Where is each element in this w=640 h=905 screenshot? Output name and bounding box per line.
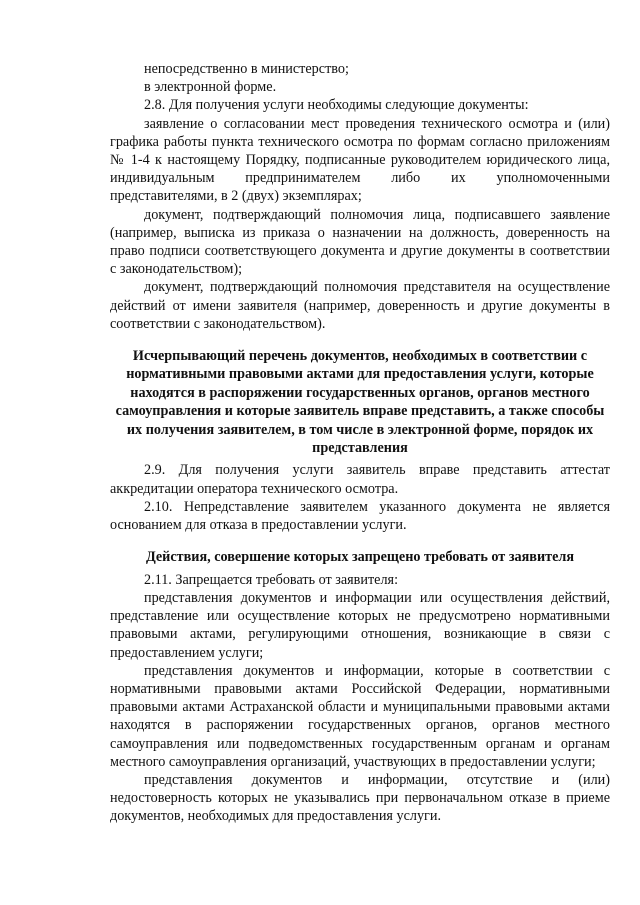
clause-2-11: 2.11. Запрещается требовать от заявителя: [144,571,399,588]
list-item: непосредственно в министерство; [144,61,349,77]
section-heading: Исчерпывающий перечень документов, необходимых в соответствии с нормативными правовыми актами для предоставления услуги, которые находятся в распоряжении государственных органов, органов местного самоуправления и которые заявитель вправе представить, а также способы их получения заявителем, в том числе в электронной форме, порядок их представления [115,348,605,457]
list-item: представления документов и информации или осуществления действий, представление или осуществление которых не предусмотрено нормативными правовыми актами, регулирующими отношения, возникающие в связи с предоставлением услуги; [110,589,610,661]
clause-2-8: 2.8. Для получения услуги необходимы следующие документы: [144,97,529,114]
list-item: документ, подтверждающий полномочия лица, подписавшего заявление (например, выписка из приказа о назначении на должность, доверенность на право подписи соответствующего документа и другие документы в соответствии с законодательством); [110,206,610,278]
document-body [110,60,610,826]
list-item: в электронной форме. [144,79,277,96]
clause-2-10: 2.10. Непредставление заявителем указанного документа не является основанием для отказа в предоставлении услуги. [110,498,610,534]
list-item: представления документов и информации, которые в соответствии с нормативными правовыми актами Российской Федерации, нормативными правовыми актами Астраханской области и муниципальными правовыми актами находятся в распоряжении государственных органов, органов местного самоуправления или подведомственных государственным органам и органам местного самоуправления организаций, участвующих в предоставлении услуги; [110,662,610,770]
section-heading: Действия, совершение которых запрещено требовать от заявителя [145,549,575,566]
clause-2-9: 2.9. Для получения услуги заявитель вправе представить аттестат аккредитации оператора технического осмотра. [110,462,610,497]
list-item: представления документов и информации, отсутствие и (или) недостоверность которых не указывались при первоначальном отказе в приеме документов, необходимых для предоставления услуги. [110,771,610,825]
list-item: заявление о согласовании мест проведения технического осмотра и (или) графика работы пункта технического осмотра по формам согласно приложениям № 1-4 к настоящему Порядку, подписанные руководителем юридического лица, индивидуальным предпринимателем либо их уполномоченными представителями, в 2 (двух) экземплярах; [110,115,610,205]
list-item: документ, подтверждающий полномочия представителя на осуществление действий от имени заявителя (например, доверенность и другие документы в соответствии с законодательством). [110,279,610,332]
